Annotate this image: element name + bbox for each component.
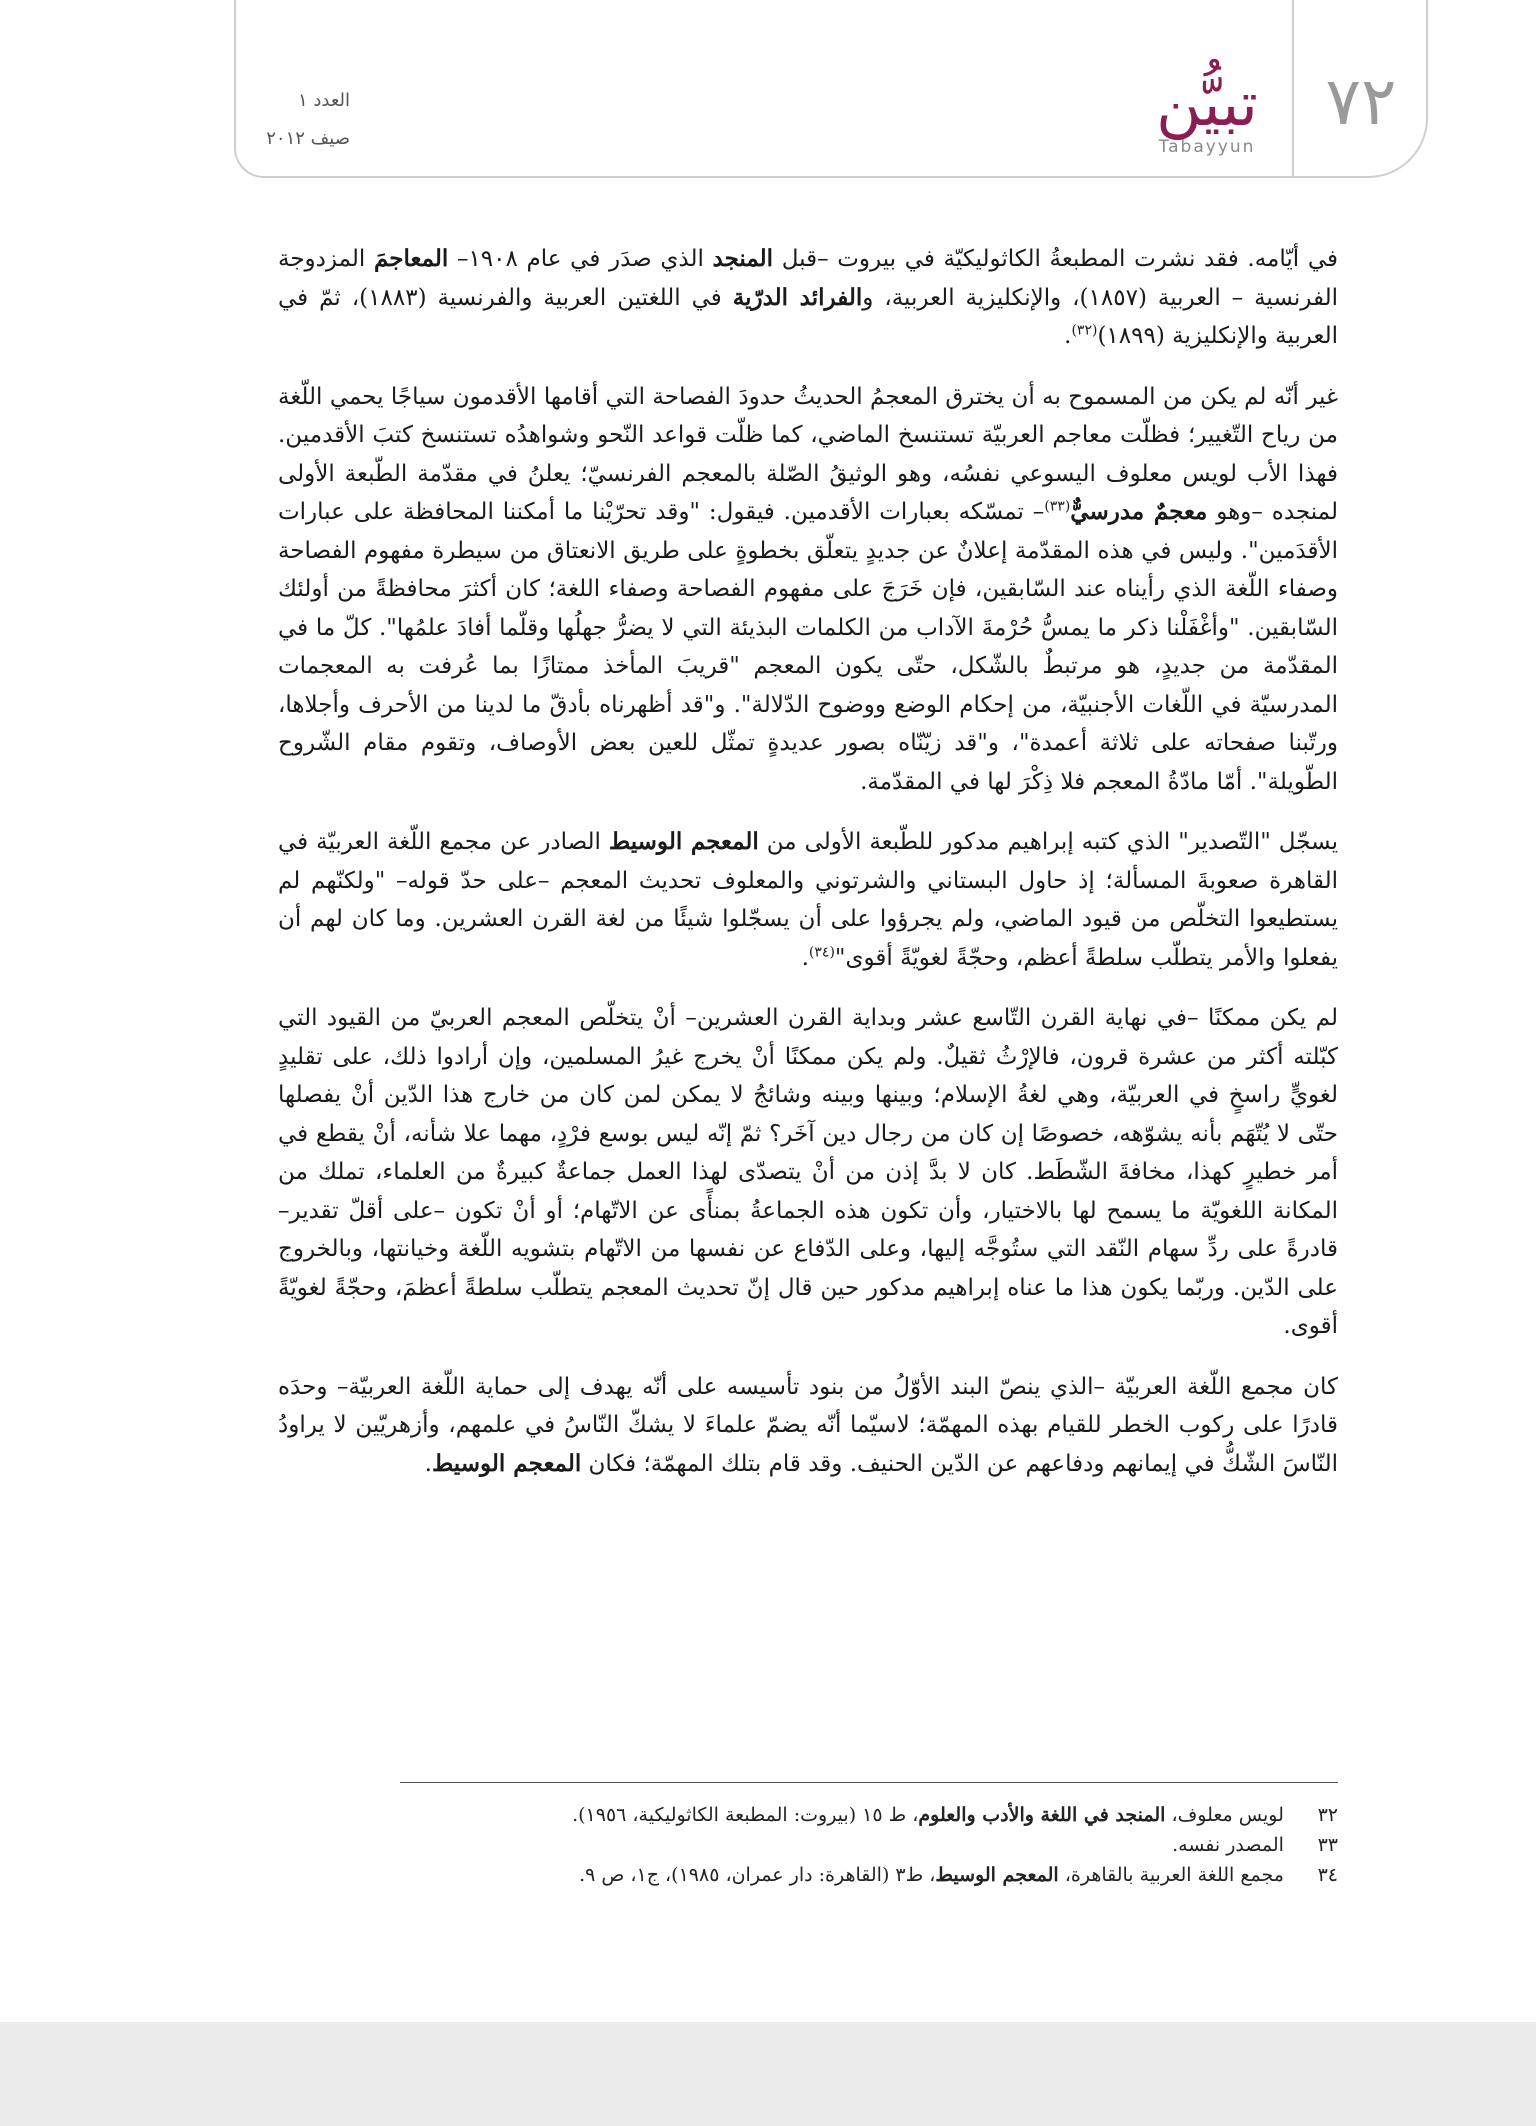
page-number: ٧٢ [1325, 63, 1397, 140]
paragraph-3: يسجّل "التّصدير" الذي كتبه إبراهيم مدكور للطّبعة الأولى من المعجم الوسيط الصادر عن مجمع اللّغة العربيّة في القاهرة صعوبةَ المسألة؛ إذ حاول البستاني والشرتوني والمعلوف تحديث المعجم –على حدّ قوله– "ولكنّهم لم يستطيعوا التخلّص من قيود الماضي، ولم يجرؤوا على أن يسجّلوا شيئًا من لغة القرن العشرين. وما كان لهم أن يفعلوا والأمر يتطلّب سلطةً أعظم، وحجّةً لغويّةً أقوى"$^{(٣٤)}$. [278, 828, 1338, 971]
paragraph-1: في أيّامه. فقد نشرت المطبعةُ الكاثوليكيّة في بيروت –قبل المنجد الذي صدَر في عام ١٩٠٨– المعاجمَ المزدوجة الفرنسية – العربية (١٨٥٧)، والإنكليزية العربية، والفرائد الدرّية في اللغتين العربية والفرنسية (١٨٨٣)، ثمّ في العربية والإنكليزية (١٨٩٩)$^{(٣٢)}$. [278, 245, 1339, 349]
footnote-ref-34[interactable]: (٣٤) [808, 943, 835, 960]
footnote-ref-32[interactable]: (٣٢) [1071, 322, 1098, 339]
season-label: صيف ٢٠١٢ [266, 128, 350, 149]
paragraph-5: كان مجمع اللّغة العربيّة –الذي ينصّ البند الأوّلُ من بنود تأسيسه على أنّه يهدف إلى حماية اللّغة العربيّة– وحدَه قادرًا على ركوب الخطر للقيام بهذه المهمّة؛ لاسيّما أنّه يضمّ علماءَ لا يشكّ النّاسُ في علمهم، وأزهريّين لا يراودُ النّاسَ الشّكُّ في إيمانهم ودفاعهم عن الدّين الحنيف. وقد قام بتلك المهمّة؛ فكان المعجم الوسيط. [278, 1373, 1338, 1477]
footnote-32: ٣٢ لويس معلوف، المنجد في اللغة والأدب والعلوم، ط ١٥ (بيروت: المطبعة الكاثوليكية، ١٩٥٦). [572, 1804, 1338, 1826]
article-body [278, 240, 1338, 1505]
journal-logo: تبيُّن [1156, 67, 1258, 140]
footnote-ref-33[interactable]: (٣٣) [1044, 498, 1071, 515]
footnote-34: ٣٤ مجمع اللغة العربية بالقاهرة، المعجم الوسيط، ط٣ (القاهرة: دار عمران، ١٩٨٥)، ج١، ص ٩. [579, 1864, 1338, 1886]
paragraph-2: غير أنّه لم يكن من المسموح به أن يخترق المعجمُ الحديثُ حدودَ الفصاحة التي أقامها الأقدمون سياجًا يحمي اللّغة من رياح التّغيير؛ فظلّت معاجم العربيّة تستنسخ الماضي، كما ظلّت قواعد النّحو وشواهدُه تستنسخ كتبَ الأقدمين. فهذا الأب لويس معلوف اليسوعي نفسُه، وهو الوثيقُ الصّلة بالمعجم الفرنسيّ؛ يعلنُ في مقدّمة الطّبعة الأولى لمنجده –وهو معجمٌ مدرسيٌّ$^{(٣٣)}$– تمسّكه بعبارات الأقدمين. فيقول: "وقد تحرّيْنا ما أمكننا المحافظة على عبارات الأقدَمين". وليس في هذه المقدّمة إعلانٌ عن جديدٍ يتعلّق بخطوةٍ على طريق الانعتاق من سيطرة مفهوم الفصاحة وصفاء اللّغة الذي رأيناه عند السّابقين، فإن خَرَجَ على مفهوم الفصاحة وصفاء اللغة؛ كان أكثرَ محافظةً من أولئك السّابقين. "وأغْفَلْنا ذكر ما يمسُّ حُرْمةَ الآداب من الكلمات البذيئة التي لا يضرُّ جهلُها وقلّما أفادَ علمُها". كلّ ما في المقدّمة من جديدٍ، هو مرتبطٌ بالشّكل، حتّى يكون المعجم "قريبَ المأخذ ممتازًا بما عُرفت به المعجمات المدرسيّة في اللّغات الأجنبيّة، من إحكام الوضع ووضوح الدّلالة". و"قد أظهرناه بأدقّ ما لدينا من الأحرف وأجلاها، ورتّبنا صفحاته على ثلاثة أعمدة"، و"قد زيّنّاه بصور عديدةٍ تمثّل للعين بعض الأوصاف، وتقوم مقام الشّروح الطّويلة". أمّا مادّةُ المعجم فلا ذِكْرَ لها في المقدّمة. [278, 383, 1338, 795]
footnote-33: ٣٣ المصدر نفسه. [1172, 1834, 1338, 1856]
paragraph-4: لم يكن ممكنًا –في نهاية القرن التّاسع عشر وبداية القرن العشرين– أنْ يتخلّص المعجم العربيّ من القيود التي كبّلته أكثر من عشرة قرون، فالإرْثُ ثقيلٌ. ولم يكن ممكنًا أنْ يخرج غيرُ المسلمين، وإن أرادوا ذلك، على تقليدٍ لغويٍّ راسخٍ في العربيّة، وهي لغةُ الإسلام؛ وبينها وبينه وشائجُ لا يمكن لمن كان من خارج هذا الدّين أنْ يفصلها حتّى لا يُتّهَم بأنه يشوّهه، خصوصًا إن كان من رجال دين آخَر؟ ثمّ إنّه ليس بوسع فرْدٍ، مهما علا شأنه، أنْ يقطع في أمر خطيرٍ كهذا، مخافةَ الشّطَط. كان لا بدَّ إذن من أنْ يتصدّى لهذا العمل جماعةٌ كبيرةٌ من العلماء، تملك من المكانة اللغويّة ما يسمح لها بالاختيار، وأن تكون هذه الجماعةُ بمنأًى عن الاتّهام؛ أو أنْ تكون –على أقلّ تقدير– قادرةً على ردِّ سهام النّقد التي ستُوجَّه إليها، وعلى الدّفاع عن نفسها من الاتّهام بتشويه اللّغة وخيانتها، وبالخروج على الدّين. وربّما يكون هذا ما عناه إبراهيم مدكور حين قال إنّ تحديث المعجم يتطلّب سلطةً أعظمَ، وحجّةً لغويّةً أقوى. [278, 1005, 1338, 1339]
footnotes [278, 1800, 1338, 1890]
issue-label: العدد ١ [297, 90, 350, 111]
header-divider [1292, 0, 1294, 178]
footnote-separator [400, 1782, 1338, 1783]
bottom-band [0, 2022, 1536, 2126]
journal-logo-latin: Tabayyun [1158, 137, 1256, 157]
